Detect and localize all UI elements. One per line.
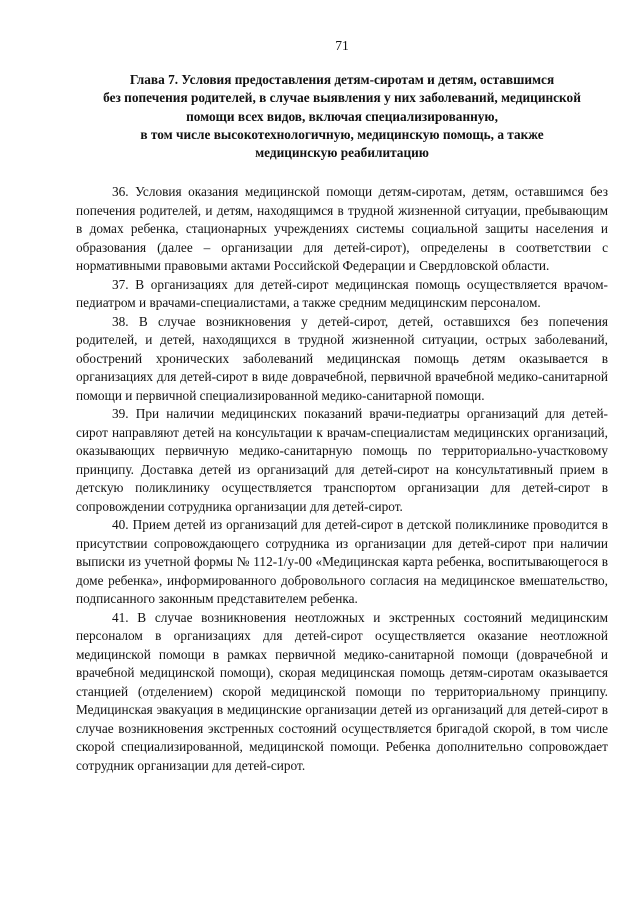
paragraph-36: 36. Условия оказания медицинской помощи детям-сиротам, детям, оставшимся без попечения родителей, и детям, находящимся в трудной жизненной ситуации, пребывающим в домах ребенка, стационарных учреждениях системы социальной защиты населения и образования (далее – организации для детей-сирот), определены в соответствии с нормативными правовыми актами Российской Федерации и Свердловской области. [76,184,608,274]
paragraph-39: 39. При наличии медицинских показаний врачи-педиатры организаций для детей-сирот направляют детей на консультации к врачам-специалистам медицинских организаций, оказывающих первичную медико-санитарную помощь по территориально-участковому принципу. Доставка детей из организаций для детей-сирот на консультативный прием в детскую поликлинику осуществляется транспортом организации для детей-сирот в сопровождении сотрудника организации для детей-сирот. [76,406,608,514]
paragraph-37: 37. В организациях для детей-сирот медицинская помощь осуществляется врачом-педиатром и врачами-специалистами, а также средним медицинским персоналом. [76,276,608,311]
chapter-title-line: медицинскую реабилитацию [255,145,429,161]
chapter-title-line: в том числе высокотехнологичную, медицинскую помощь, а также [140,126,544,142]
chapter-title-line: помощи всех видов, включая специализированную, [186,108,498,124]
paragraph-41: 41. В случае возникновения неотложных и экстренных состояний медицинским персоналом в организациях для детей-сирот осуществляется оказание неотложной медицинской помощи в рамках первичной медико-санитарной помощи (доврачебной и врачебной медицинской помощи), скорая медицинская помощь детям-сиротам оказывается станцией (отделением) скорой медицинской помощи по территориальному принципу. Медицинская эвакуация в медицинские организации детей из организаций для детей-сирот в случае возникновения экстренных состояний осуществляется бригадой скорой, в том числе скорой специализированной, медицинской помощи. Ребенка дополнительно сопровождает сотрудник организации для детей-сирот. [76,609,608,773]
chapter-title [76,71,608,162]
paragraph-40: 40. Прием детей из организаций для детей-сирот в детской поликлинике проводится в присутствии сопровождающего сотрудника из организации для детей-сирот при наличии выписки из учетной формы № 112-1/у-00 «Медицинская карта ребенка, воспитывающегося в доме ребенка», информированного добровольного согласия на медицинское вмешательство, подписанного законным представителем ребенка. [76,517,608,607]
chapter-title-line: без попечения родителей, в случае выявления у них заболеваний, медицинской [103,90,581,106]
chapter-title-line: Глава 7. Условия предоставления детям-сиротам и детям, оставшимся [129,72,555,87]
page-number: 71 [335,38,349,53]
paragraph-38: 38. В случае возникновения у детей-сирот, детей, оставшихся без попечения родителей, и детей, находящихся в трудной жизненной ситуации, острых заболеваний, обострений хронических заболеваний медицинская помощь детям оказывается в организациях для детей-сирот в виде доврачебной, первичной врачебной медико-санитарной помощи и первичной специализированной медико-санитарной помощи. [76,313,608,403]
document-page [76,38,608,775]
